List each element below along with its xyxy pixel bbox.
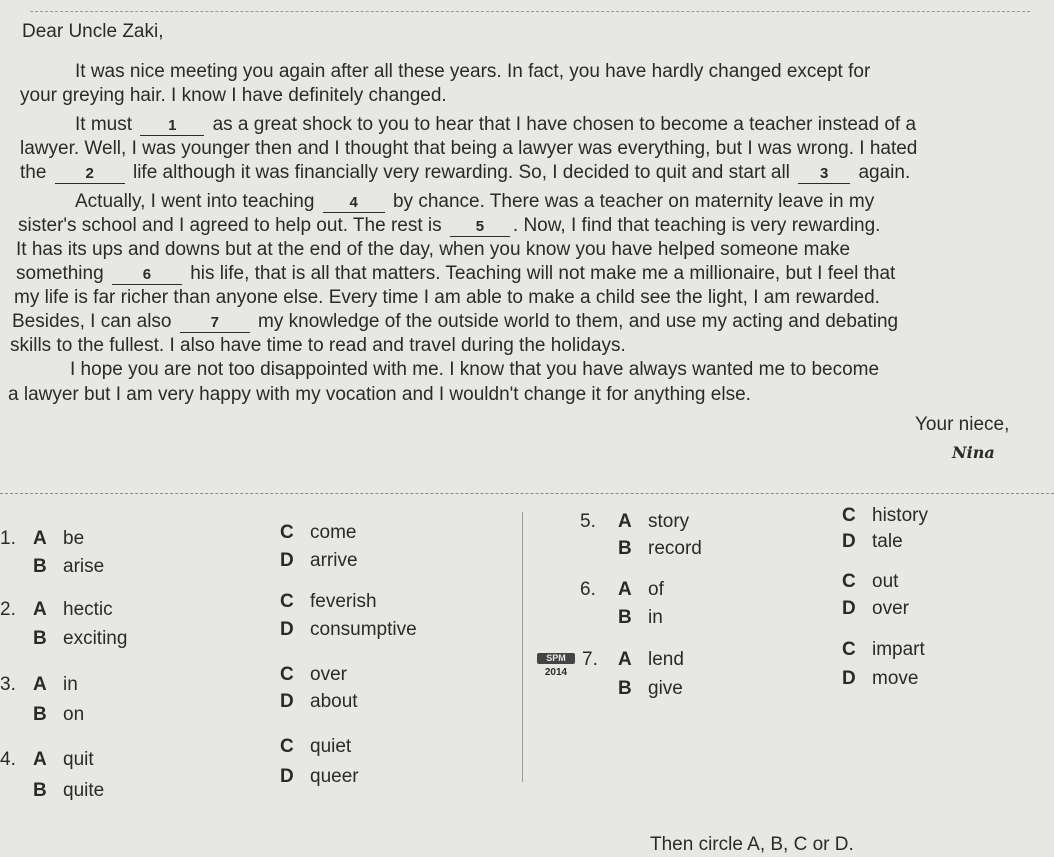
blank-7: 7: [180, 314, 250, 333]
option-text: arrive: [310, 550, 358, 571]
text-segment: life although it was financially very rewarding. So, I decided to quit and start all: [132, 162, 790, 183]
option-6-c[interactable]: [842, 570, 898, 594]
option-2-b[interactable]: [33, 627, 127, 651]
blank-1: 1: [140, 117, 204, 136]
option-key: B: [618, 607, 632, 628]
text-segment: as a great shock to you to hear that I have chosen to become a teacher instead of a: [212, 114, 917, 135]
badge-year: 2014: [544, 667, 568, 678]
option-7-a[interactable]: [618, 648, 684, 672]
letter-line-14: a lawyer but I am very happy with my vocation and I wouldn't change it for anything else.: [8, 384, 751, 405]
option-text: of: [648, 579, 664, 600]
option-text: consumptive: [310, 619, 417, 640]
option-key: C: [842, 505, 856, 526]
option-key: B: [33, 628, 47, 649]
option-text: tale: [872, 531, 903, 552]
signature: Nina: [952, 443, 995, 462]
option-7-c[interactable]: [842, 638, 925, 662]
text-segment: It must: [75, 114, 133, 135]
option-text: queer: [310, 766, 359, 787]
option-text: hectic: [63, 599, 113, 620]
option-3-c[interactable]: [280, 663, 347, 687]
letter-line-11: [12, 310, 898, 334]
option-key: D: [280, 550, 294, 571]
option-text: lend: [648, 649, 684, 670]
letter-line-3: [75, 113, 916, 137]
option-text: give: [648, 678, 683, 699]
top-divider: [30, 11, 1030, 12]
option-key: B: [33, 556, 47, 577]
option-6-a[interactable]: [618, 578, 664, 602]
option-1-a[interactable]: [33, 527, 84, 551]
letter-line-5: [20, 161, 910, 185]
question-number: 6.: [580, 579, 596, 600]
text-segment: my knowledge of the outside world to them, and use my acting and debating: [258, 311, 899, 332]
text-segment: . Now, I find that teaching is very rewarding.: [512, 215, 881, 236]
option-3-d[interactable]: [280, 690, 358, 714]
letter-line-2: your greying hair. I know I have definitely changed.: [20, 85, 447, 106]
option-text: over: [872, 598, 909, 619]
option-key: A: [33, 599, 47, 620]
blank-4: 4: [323, 194, 385, 213]
letter-line-12: skills to the fullest. I also have time to read and travel during the holidays.: [10, 335, 626, 356]
option-4-b[interactable]: [33, 779, 104, 803]
option-key: B: [618, 678, 632, 699]
question-number: 7.: [582, 649, 598, 670]
letter-line-4: lawyer. Well, I was younger then and I thought that being a lawyer was everything, but I was wrong. I hated: [20, 138, 918, 159]
option-key: C: [842, 571, 856, 592]
question-number: 4.: [0, 749, 16, 770]
option-1-d[interactable]: [280, 549, 358, 573]
text-segment: the: [20, 162, 47, 183]
option-4-c[interactable]: [280, 735, 351, 759]
letter-line-9: [16, 262, 895, 286]
option-key: B: [33, 780, 47, 801]
option-text: quite: [63, 780, 105, 801]
option-key: D: [280, 766, 294, 787]
option-1-b[interactable]: [33, 555, 104, 579]
spm-2014-badge: [537, 653, 575, 687]
option-7-b[interactable]: [618, 677, 683, 701]
option-6-b[interactable]: [618, 606, 663, 630]
option-key: D: [280, 691, 294, 712]
letter-line-10: my life is far richer than anyone else. Every time I am able to make a child see the light, I am rewarded.: [14, 287, 880, 308]
option-text: in: [648, 607, 663, 628]
text-segment: sister's school and I agreed to help out. The rest is: [18, 215, 442, 236]
option-text: arise: [63, 556, 105, 577]
option-key: C: [280, 522, 294, 543]
option-text: exciting: [63, 628, 128, 649]
option-key: A: [33, 528, 47, 549]
option-key: D: [280, 619, 294, 640]
option-key: B: [618, 538, 632, 559]
instruction-text: Then circle A, B, C or D.: [650, 834, 854, 855]
option-key: C: [280, 664, 294, 685]
option-5-b[interactable]: [618, 537, 702, 561]
option-5-a[interactable]: [618, 510, 689, 534]
badge-label: SPM: [537, 653, 575, 664]
text-segment: something: [16, 263, 104, 284]
option-text: feverish: [310, 591, 377, 612]
option-key: A: [618, 649, 632, 670]
blank-2: 2: [55, 165, 125, 184]
option-2-c[interactable]: [280, 590, 377, 614]
text-segment: Actually, I went into teaching: [75, 191, 315, 212]
letter-greeting: Dear Uncle Zaki,: [22, 21, 164, 42]
option-text: be: [63, 528, 85, 549]
option-text: quit: [63, 749, 94, 770]
option-4-d[interactable]: [280, 765, 359, 789]
option-key: D: [842, 531, 856, 552]
option-key: C: [842, 639, 856, 660]
option-key: A: [618, 579, 632, 600]
option-6-d[interactable]: [842, 597, 909, 621]
option-text: in: [63, 674, 78, 695]
section-divider: [0, 493, 1054, 494]
option-7-d[interactable]: [842, 667, 918, 691]
letter-line-7: [18, 214, 880, 238]
question-number: 3.: [0, 674, 16, 695]
question-number: 2.: [0, 599, 16, 620]
option-key: A: [33, 674, 47, 695]
option-key: C: [280, 591, 294, 612]
option-3-a[interactable]: [33, 673, 78, 697]
option-text: about: [310, 691, 358, 712]
text-segment: by chance. There was a teacher on maternity leave in my: [392, 191, 875, 212]
letter-line-13: I hope you are not too disappointed with me. I know that you have always wanted me to become: [70, 359, 880, 380]
option-key: B: [33, 704, 47, 725]
column-divider: [522, 512, 523, 782]
question-number: 5.: [580, 511, 596, 532]
option-text: come: [310, 522, 357, 543]
option-key: D: [842, 598, 856, 619]
option-text: move: [872, 668, 919, 689]
blank-3: 3: [798, 165, 850, 184]
letter-line-8: It has its ups and downs but at the end of the day, when you know you have helped someone make: [16, 239, 851, 260]
option-text: impart: [872, 639, 925, 660]
letter-line-6: [75, 190, 874, 214]
option-5-c[interactable]: [842, 504, 928, 528]
blank-6: 6: [112, 266, 182, 285]
question-number: 1.: [0, 528, 16, 549]
option-text: record: [648, 538, 702, 559]
option-text: over: [310, 664, 347, 685]
option-text: story: [648, 511, 690, 532]
letter-closing: Your niece,: [915, 414, 1010, 435]
option-text: out: [872, 571, 899, 592]
option-key: A: [33, 749, 47, 770]
letter-line-1: It was nice meeting you again after all these years. In fact, you have hardly changed except for: [75, 61, 871, 82]
option-key: A: [618, 511, 632, 532]
option-text: on: [63, 704, 85, 725]
text-segment: his life, that is all that matters. Teaching will not make me a millionaire, but I feel that: [190, 263, 896, 284]
option-text: history: [872, 505, 928, 526]
text-segment: Besides, I can also: [12, 311, 172, 332]
option-2-d[interactable]: [280, 618, 417, 642]
option-1-c[interactable]: [280, 521, 356, 545]
option-2-a[interactable]: [33, 598, 113, 622]
option-5-d[interactable]: [842, 530, 903, 554]
option-3-b[interactable]: [33, 703, 84, 727]
text-segment: again.: [858, 162, 911, 183]
option-4-a[interactable]: [33, 748, 94, 772]
blank-5: 5: [450, 218, 510, 237]
option-text: quiet: [310, 736, 352, 757]
option-key: D: [842, 668, 856, 689]
option-key: C: [280, 736, 294, 757]
